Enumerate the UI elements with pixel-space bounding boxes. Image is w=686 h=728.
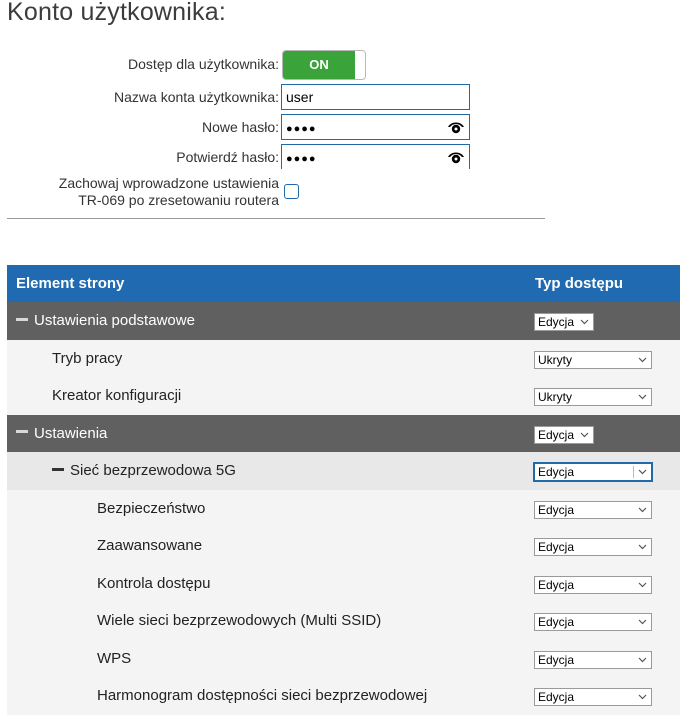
table-row [7, 377, 680, 415]
chevron-down-icon [638, 543, 647, 551]
row-label: Tryb pracy [52, 349, 123, 367]
access-select-value: Ukryty [538, 352, 572, 367]
access-select-value: Edycja [538, 315, 575, 329]
row-label: Zaawansowane [97, 537, 203, 554]
tr069-row [0, 175, 480, 211]
new-password-value: ●●●● [286, 123, 317, 135]
access-select[interactable] [534, 688, 652, 706]
row-label: Wiele sieci bezprzewodowych (Multi SSID) [97, 612, 382, 629]
row-label-text: Ustawienia podstawowe [34, 312, 195, 329]
table-row [7, 452, 680, 490]
new-password-row [0, 114, 480, 140]
eye-icon[interactable] [447, 149, 465, 165]
toggle-knob [355, 51, 365, 79]
row-label: Kontrola dostępu [97, 574, 211, 592]
access-select-value: Edycja [538, 577, 575, 592]
access-select[interactable] [534, 651, 652, 669]
chevron-down-icon [638, 468, 647, 476]
table-row [7, 415, 680, 453]
chevron-down-icon [580, 431, 589, 439]
table-row [7, 677, 680, 715]
divider [7, 218, 545, 219]
access-table [7, 265, 680, 715]
confirm-password-value: ●●●● [286, 153, 317, 165]
page-title: Konto użytkownika: [7, 0, 226, 26]
chevron-down-icon [638, 356, 647, 364]
table-header [7, 265, 680, 302]
access-select-value: Edycja [538, 615, 575, 629]
access-select-value: Edycja [538, 465, 575, 479]
tr069-label-line1: Zachowaj wprowadzone ustawienia [58, 175, 279, 191]
access-select-value: Edycja [538, 427, 575, 442]
column-header-element: Element strony [16, 275, 125, 292]
access-select[interactable] [534, 351, 652, 369]
chevron-down-icon [638, 618, 647, 626]
confirm-password-row [0, 144, 480, 170]
access-select-value: Edycja [538, 502, 575, 517]
username-row [0, 84, 480, 110]
row-label[interactable] [16, 312, 195, 329]
new-password-label: Nowe hasło: [201, 119, 279, 135]
row-label: Harmonogram dostępności sieci bezprzewodowej [97, 687, 428, 704]
table-row [7, 302, 680, 340]
row-label: Bezpieczeństwo [97, 499, 206, 517]
tr069-label-line2: TR-069 po zresetowaniu routera [78, 192, 279, 208]
username-label: Nazwa konta użytkownika: [114, 89, 279, 105]
access-select[interactable] [534, 313, 594, 331]
username-input[interactable] [281, 84, 470, 110]
select-separator [633, 466, 634, 478]
eye-icon[interactable] [447, 119, 465, 135]
row-label: Kreator konfiguracji [52, 387, 182, 404]
table-row [7, 602, 680, 640]
chevron-down-icon [638, 581, 647, 589]
table-row [7, 527, 680, 565]
table-row [7, 490, 680, 528]
access-select-value: Ukryty [538, 390, 572, 404]
tr069-label [0, 175, 279, 209]
access-row [0, 50, 480, 76]
row-label: WPS [97, 649, 132, 667]
access-select[interactable] [534, 613, 652, 631]
chevron-down-icon [638, 506, 647, 514]
chevron-down-icon [580, 318, 589, 326]
row-label[interactable] [52, 462, 236, 479]
access-select-value: Edycja [538, 652, 575, 667]
chevron-down-icon [638, 693, 647, 701]
column-header-access: Typ dostępu [535, 275, 624, 292]
collapse-icon[interactable] [52, 468, 64, 471]
new-password-input[interactable] [281, 114, 470, 140]
access-select[interactable] [534, 463, 652, 481]
table-row [7, 565, 680, 603]
tr069-checkbox[interactable] [284, 184, 299, 199]
access-select[interactable] [534, 426, 594, 444]
username-value: user [286, 89, 314, 105]
confirm-password-input[interactable] [281, 144, 470, 169]
collapse-icon[interactable] [16, 318, 28, 321]
access-select-value: Edycja [538, 690, 575, 704]
access-select-value: Edycja [538, 540, 575, 554]
row-label[interactable] [16, 425, 107, 442]
access-label: Dostęp dla użytkownika: [128, 56, 279, 72]
access-select[interactable] [534, 576, 652, 594]
chevron-down-icon [638, 393, 647, 401]
collapse-icon[interactable] [16, 430, 28, 433]
table-row [7, 640, 680, 678]
row-label-text: Sieć bezprzewodowa 5G [70, 462, 236, 479]
access-toggle[interactable] [282, 50, 366, 80]
access-select[interactable] [534, 538, 652, 556]
table-row [7, 340, 680, 378]
access-select[interactable] [534, 501, 652, 519]
confirm-password-label: Potwierdź hasło: [176, 149, 279, 165]
access-select[interactable] [534, 388, 652, 406]
chevron-down-icon [638, 656, 647, 664]
access-toggle-state: ON [283, 51, 355, 79]
row-label-text: Ustawienia [34, 424, 108, 442]
